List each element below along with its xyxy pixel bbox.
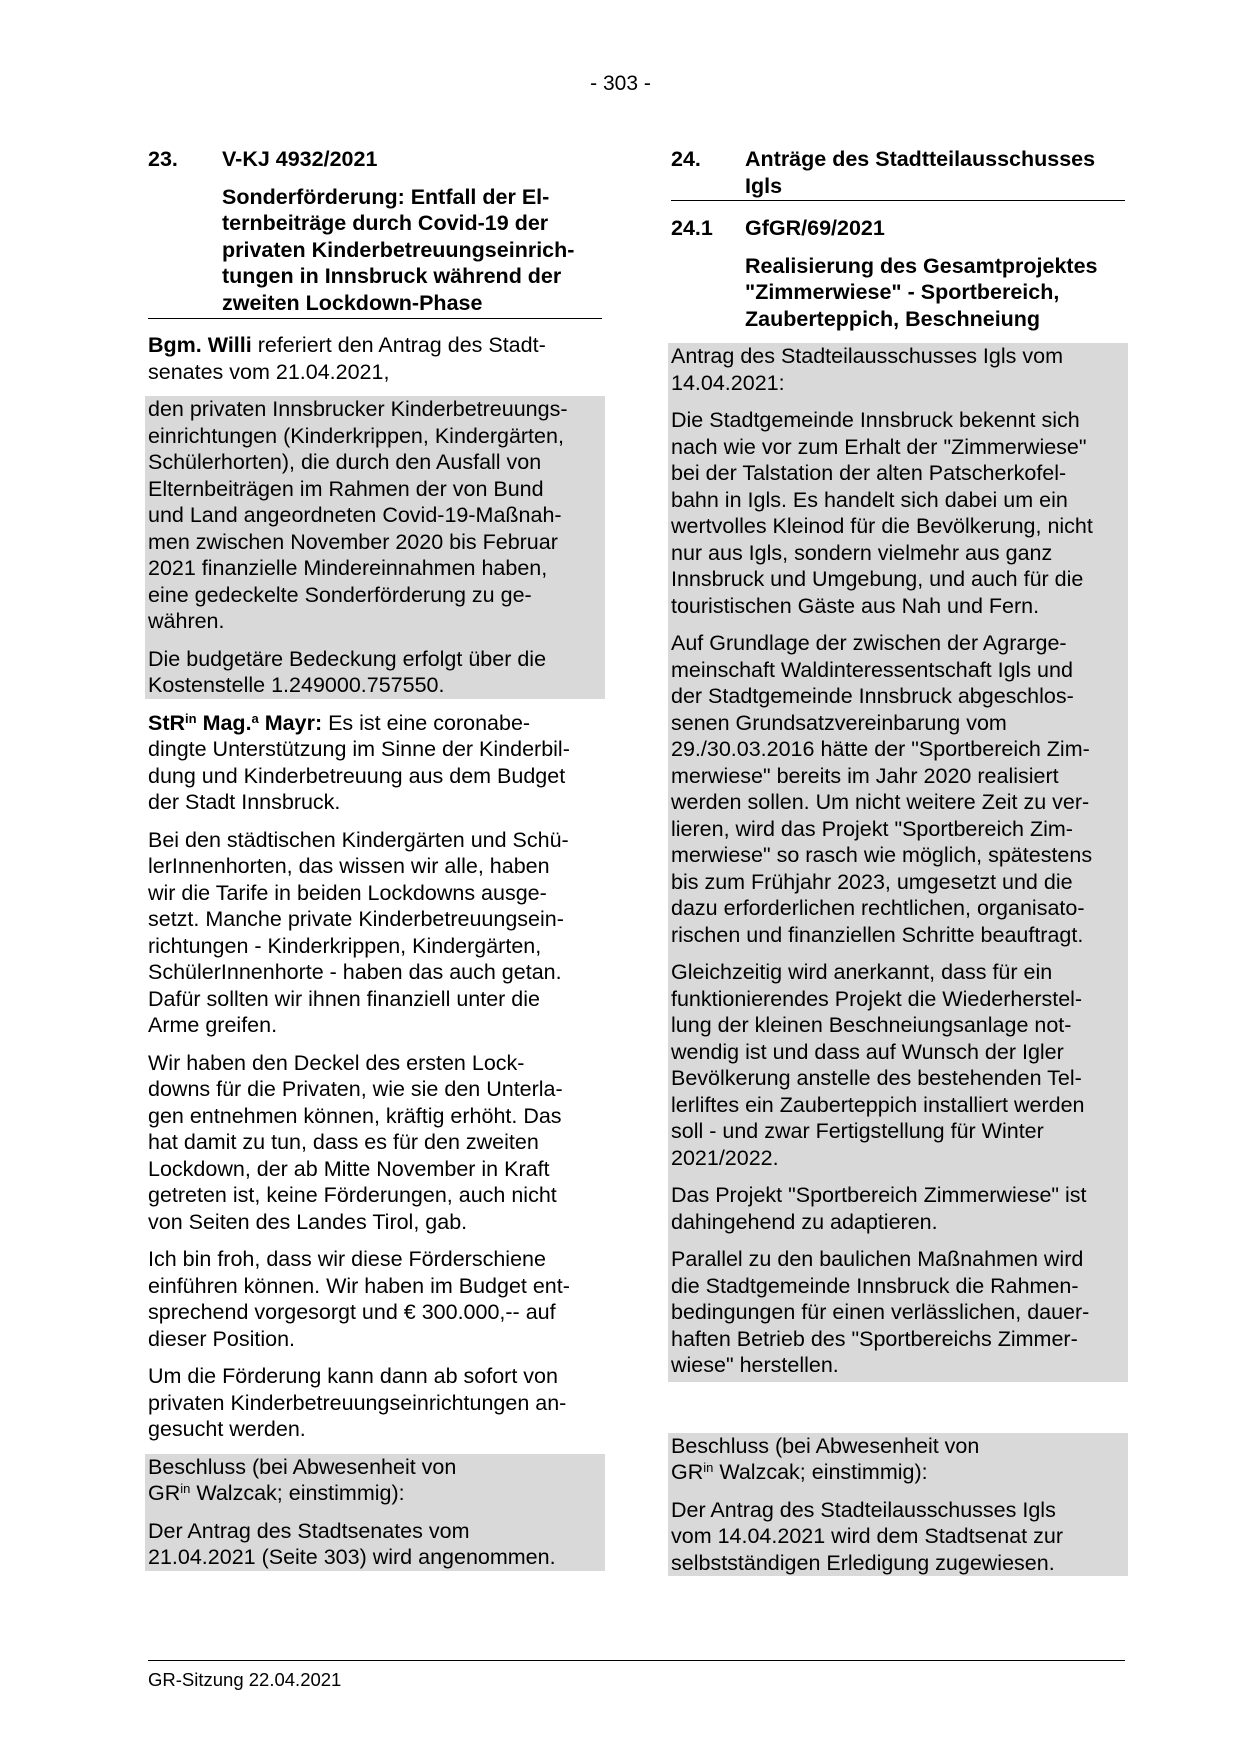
- footer-text: GR-Sitzung 22.04.2021: [148, 1669, 342, 1690]
- page-number: - 303 -: [590, 72, 651, 95]
- resolution-text: Beschluss (bei Abwesenheit von $GR^{in}$ Walzcak; einstimmig):: [671, 1433, 980, 1484]
- item-code: V-KJ 4932/2021: [222, 147, 378, 171]
- speech-paragraph-1: StR$^{in}$ Mag.$^a$ Mayr: Es ist eine coronabe- dingte Unterstützung im Sinne der Kinderbil- dung und Kinderbetreuung aus dem Budget der Stadt Innsbruck.: [148, 710, 570, 814]
- speech-paragraph-3: Wir haben den Deckel des ersten Lock- downs für die Privaten, wie sie den Unterla- gen entnehmen können, kräftig erhöht. Das hat damit zu tun, dass es für den zweiten Lockdown, der ab Mitte November in Kraft getreten ist, keine Förderungen, auch nicht von Seiten des Landes Tirol, gab.: [148, 1050, 563, 1234]
- agenda-item-24-header: [671, 146, 1125, 201]
- resolution-block: [668, 1433, 1128, 1577]
- motion-block: [668, 343, 1128, 1382]
- motion-intro: Antrag des Stadteilausschusses Igls vom 14.04.2021:: [671, 344, 1063, 395]
- resolution-block: [145, 1454, 605, 1571]
- resolution-text: Beschluss (bei Abwesenheit von $GR^{in}$ Walzcak; einstimmig):: [148, 1454, 457, 1505]
- sub-item-number: 24.1: [671, 216, 713, 240]
- agenda-item-23-header: [148, 146, 602, 173]
- item-title: Anträge des Stadtteilausschusses Igls: [745, 147, 1096, 198]
- speech-paragraph-2: Bei den städtischen Kindergärten und Schü- lerInnenhorten, das wissen wir alle, haben wir die Tarife in beiden Lockdowns ausge- setzt. Manche private Kinderbetreuungsein- richtungen - Kinderkrippen, Kindergärten, SchülerInnenhorte - haben das auch getan. Dafür sollten wir ihnen finanziell unter die Arme greifen.: [148, 827, 569, 1037]
- motion-paragraph-1: Die Stadtgemeinde Innsbruck bekennt sich nach wie vor zum Erhalt der "Zimmerwiese" bei der Talstation der alten Patscherkofel- bahn in Igls. Es handelt sich dabei um ein wertvolles Kleinod für die Bevölkerung, nicht nur aus Igls, sondern vielmehr aus ganz Innsbruck und Umgebung, und auch für die touristischen Gäste aus Nah und Fern.: [671, 408, 1093, 618]
- motion-block: [145, 396, 605, 699]
- sub-item-title: Realisierung des Gesamtprojektes "Zimmerwiese" - Sportbereich, Zauberteppich, Beschneiung: [745, 253, 1098, 331]
- sub-item-code: GfGR/69/2021: [745, 216, 885, 240]
- speaker-mayr: StR$^{in}$ Mag.$^a$ Mayr:: [148, 710, 323, 735]
- right-column: [671, 146, 1125, 1576]
- motion-text: den privaten Innsbrucker Kinderbetreuungs- einrichtungen (Kinderkrippen, Kindergärten, Schülerhorten), die durch den Ausfall von Elternbeiträgen im Rahmen der von Bund und Land angeordneten Covid-19-Maßnah- men zwischen November 2020 bis Februar 2021 finanzielle Mindereinnahmen haben, eine gedeckelte Sonderförderung zu ge- währen.: [148, 397, 568, 633]
- result-text: Der Antrag des Stadtsenates vom 21.04.2021 (Seite 303) wird angenommen.: [148, 1518, 556, 1569]
- result-text: Der Antrag des Stadteilausschusses Igls vom 14.04.2021 wird dem Stadtsenat zur selbstständigen Erledigung zugewiesen.: [671, 1497, 1063, 1575]
- motion-paragraph-4: Das Projekt "Sportbereich Zimmerwiese" ist dahingehend zu adaptieren.: [671, 1183, 1087, 1234]
- item-title: Sonderförderung: Entfall der El- ternbeiträge durch Covid-19 der privaten Kinderbetreuungseinrich- tungen in Innsbruck während der zweiten Lockdown-Phase: [148, 184, 602, 320]
- speaker-name: Bgm. Willi: [148, 333, 252, 357]
- budget-text: Die budgetäre Bedeckung erfolgt über die Kostenstelle 1.249000.757550.: [148, 646, 547, 697]
- motion-paragraph-2: Auf Grundlage der zwischen der Agrarge- meinschaft Waldinteressentschaft Igls und der Stadtgemeinde Innsbruck abgeschlos- senen Grundsatzvereinbarung vom 29./30.03.2016 hätte der "Sportbereich Zim- merwiese" bereits im Jahr 2020 realisiert werden sollen. Um nicht weitere Zeit zu ver- lieren, wird das Projekt "Sportbereich Zim- merwiese" so rasch wie möglich, spätestens bis zum Frühjahr 2023, umgesetzt und die dazu erforderlichen rechtlichen, organisato- rischen und finanziellen Schritte beauftragt.: [671, 631, 1093, 947]
- item-number: 23.: [148, 147, 178, 171]
- motion-paragraph-5: Parallel zu den baulichen Maßnahmen wird die Stadtgemeinde Innsbruck die Rahmen- bedingungen für einen verlässlichen, dauer- haften Betrieb des "Sportbereichs Zimmer- wiese" herstellen.: [671, 1247, 1090, 1377]
- motion-paragraph-3: Gleichzeitig wird anerkannt, dass für ein funktionierendes Projekt die Wiederherstel- lung der kleinen Beschneiungsanlage not- wendig ist und dass auf Wunsch der Igler Bevölkerung anstelle des bestehenden Tel- lerliftes ein Zauberteppich installiert werden soll - und zwar Fertigstellung für Winter 2021/2022.: [671, 960, 1085, 1170]
- intro-paragraph: Bgm. Willi referiert den Antrag des Stadt- senates vom 21.04.2021,: [148, 333, 546, 384]
- left-column: [148, 146, 602, 1571]
- item-number: 24.: [671, 147, 701, 171]
- speech-paragraph-4: Ich bin froh, dass wir diese Förderschiene einführen können. Wir haben im Budget ent- sprechend vorgesorgt und € 300.000,-- auf dieser Position.: [148, 1247, 570, 1351]
- sub-item-header: [671, 215, 1125, 242]
- speech-paragraph-5: Um die Förderung kann dann ab sofort von privaten Kinderbetreuungseinrichtungen an- gesucht werden.: [148, 1364, 567, 1441]
- footer-divider: [148, 1660, 1125, 1661]
